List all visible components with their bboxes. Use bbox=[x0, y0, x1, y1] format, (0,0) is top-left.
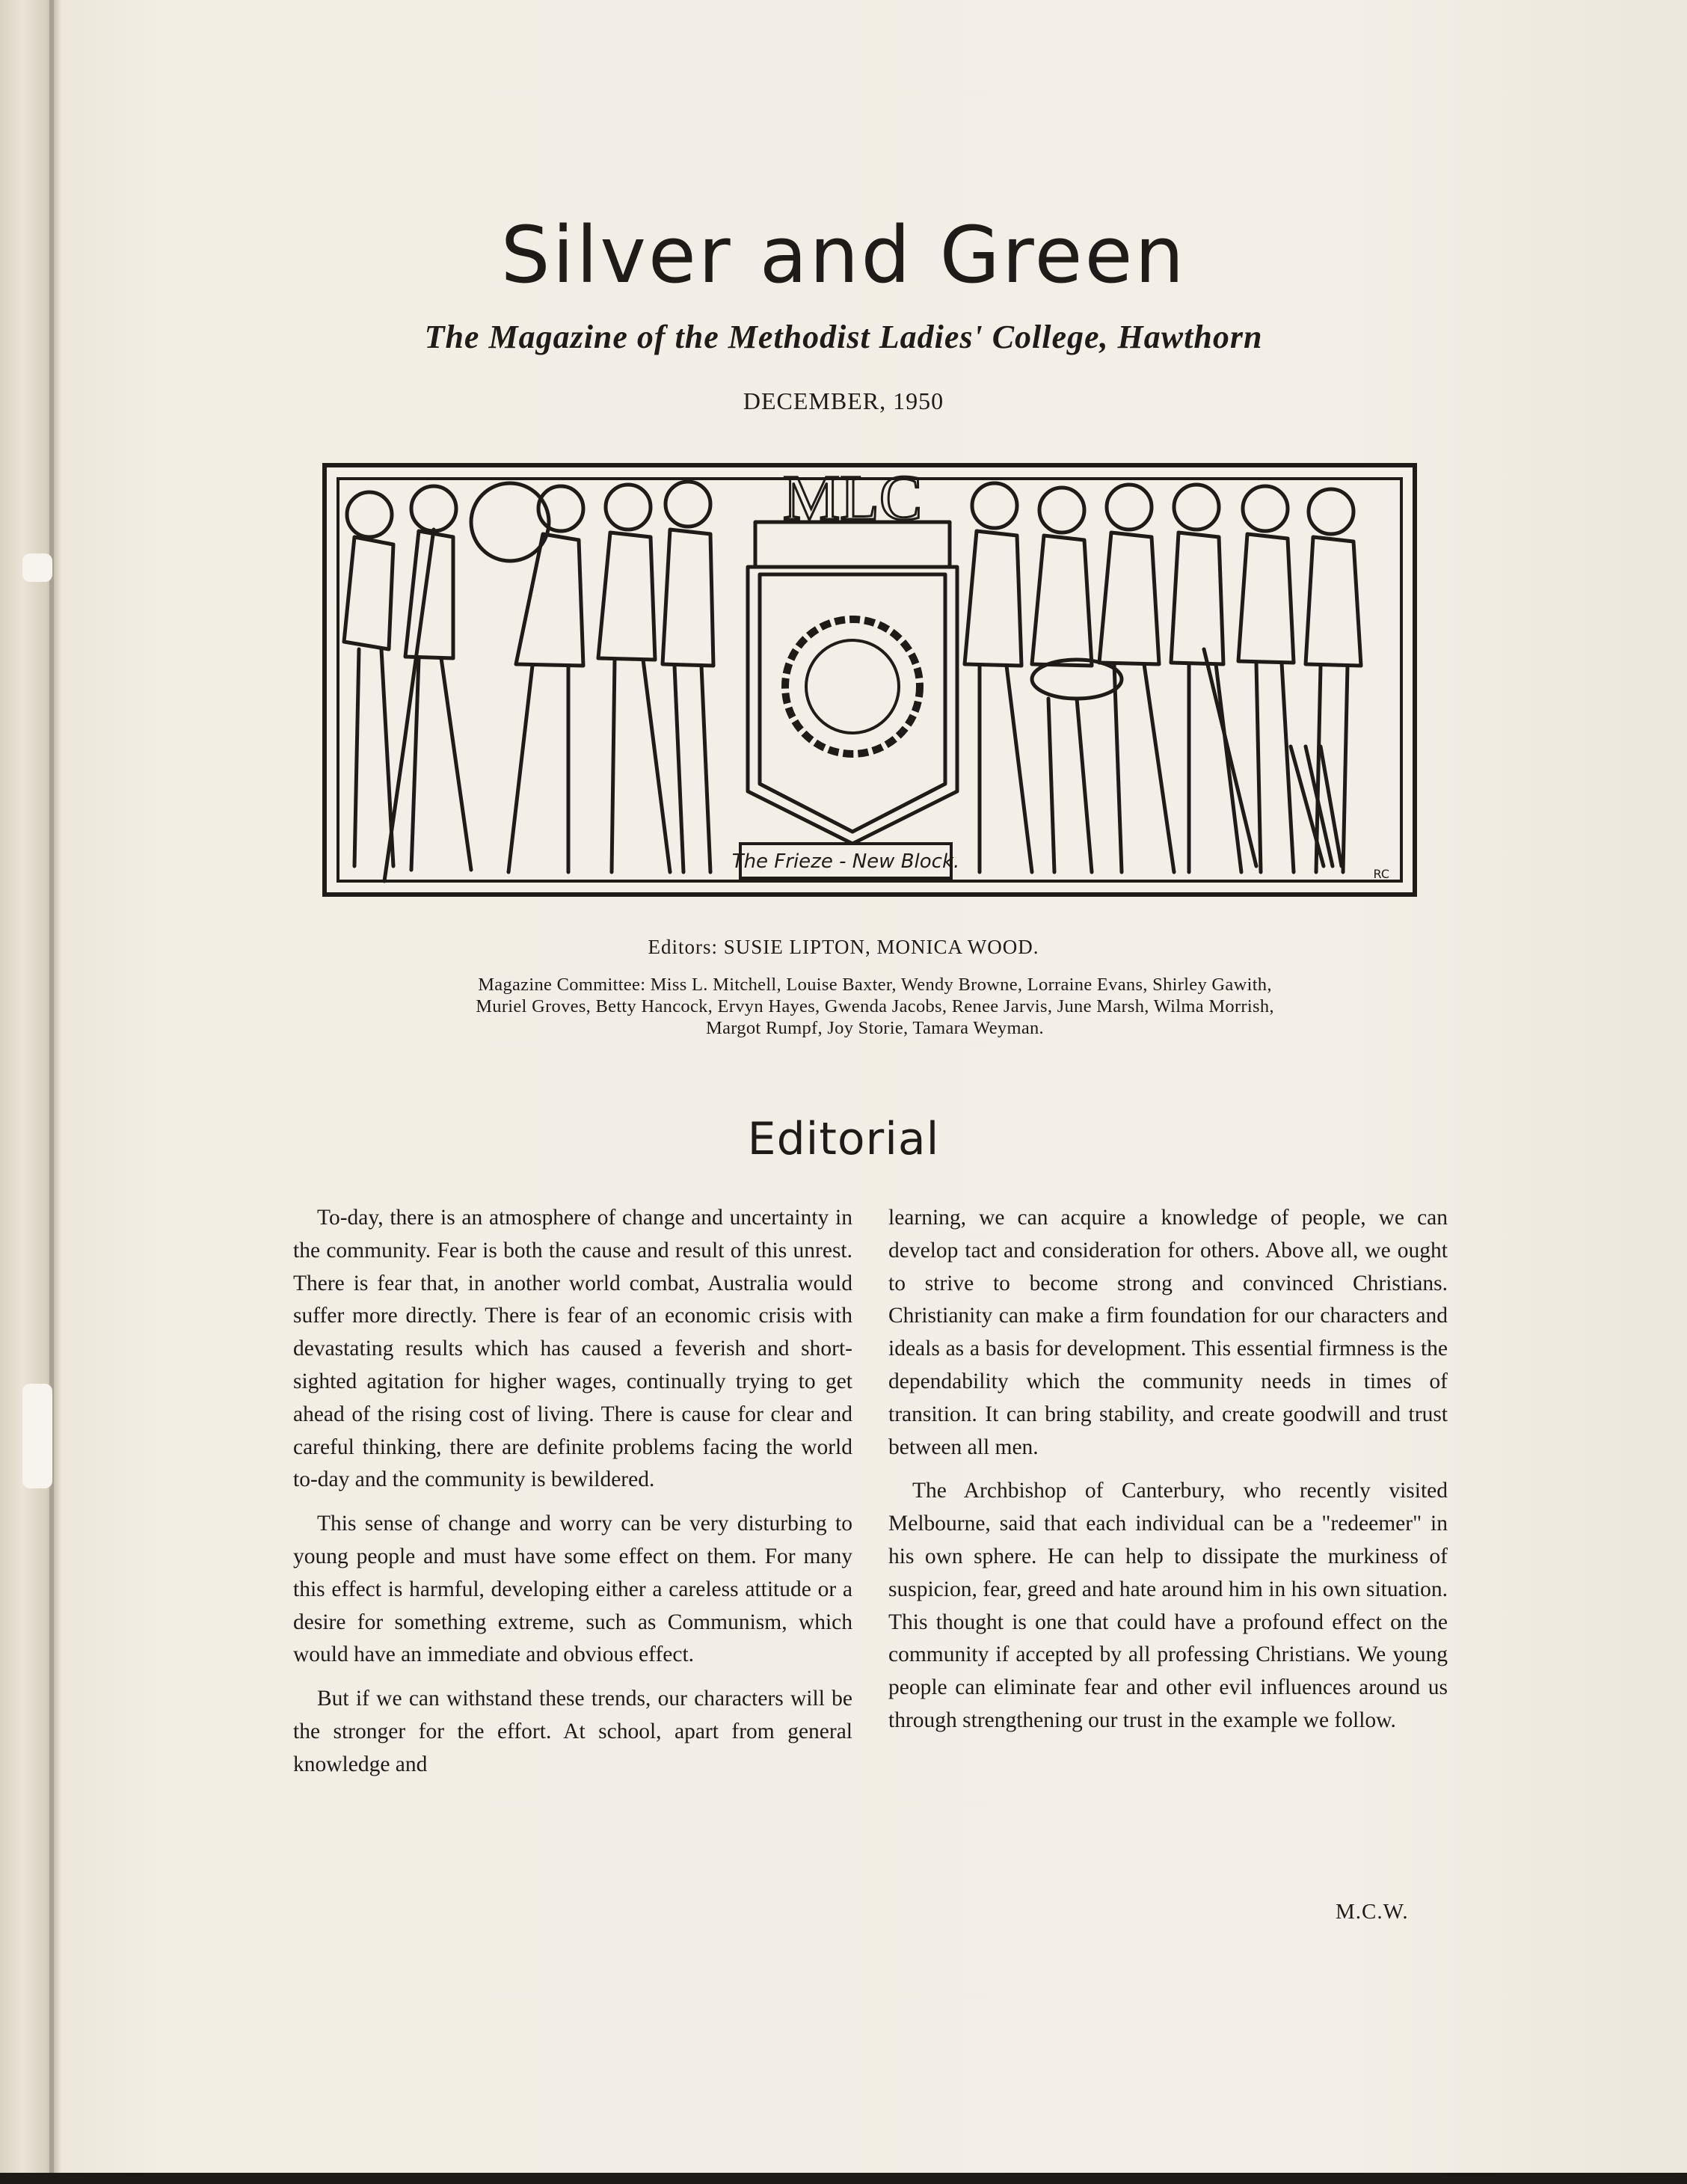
committee-line: Magazine Committee: Miss L. Mitchell, Louise Baxter, Wendy Browne, Lorraine Evans, Shirley Gawith, bbox=[478, 975, 1272, 995]
frieze-monogram: MLC bbox=[782, 462, 923, 533]
magazine-title: Silver and Green bbox=[500, 209, 1187, 301]
committee-line: Margot Rumpf, Joy Storie, Tamara Weyman. bbox=[706, 1018, 1044, 1038]
editorial-paragraph: The Archbishop of Canterbury, who recently visited Melbourne, said that each individual can be a "redeemer" in his own sphere. He can help to dissipate the murkiness of suspicion, fear, greed and hate around him in his own situation. This thought is one that could have a profound effect on the community if accepted by all professing Christians. We young people can eliminate fear and other evil influences around us through strengthening our trust in the example we follow. bbox=[888, 1479, 1448, 1732]
scan-border bbox=[0, 2173, 1687, 2184]
committee-line: Muriel Groves, Betty Hancock, Ervyn Hayes, Gwenda Jacobs, Renee Jarvis, June Marsh, Wilma Morrish, bbox=[476, 996, 1274, 1016]
frieze-illustration bbox=[322, 462, 1418, 898]
editorial-paragraph: learning, we can acquire a knowledge of people, we can develop tact and consideration for others. Above all, we ought to strive to become strong and convinced Christians. Christianity can make a firm foundation for our characters and ideals as a basis for development. This essential firmness is the dependability which the community needs in times of transition. It can bring stability, and create goodwill and trust between all men. bbox=[888, 1206, 1448, 1459]
editorial-column-left bbox=[293, 1202, 852, 1793]
binding-tear bbox=[22, 553, 52, 582]
editorial-heading: Editorial bbox=[747, 1113, 940, 1165]
editorial-paragraph: But if we can withstand these trends, our characters will be the stronger for the effort. At school, apart from general knowledge and bbox=[293, 1687, 852, 1776]
editorial-paragraph: This sense of change and worry can be very disturbing to young people and must have some effect on them. For many this effect is harmful, developing either a careless attitude or a desire for something extreme, such as Communism, which would have an immediate and obvious effect. bbox=[293, 1512, 852, 1667]
editorial-paragraph: To-day, there is an atmosphere of change and uncertainty in the community. Fear is both the cause and result of this unrest. There is fear that, in another world combat, Australia would suffer more directly. There is fear of an economic crisis with devastating results which has caused a feverish and short-sighted agitation for higher wages, continually trying to get ahead of the rising cost of living. There is cause for clear and careful thinking, there are definite problems facing the world to-day and the community is bewildered. bbox=[293, 1206, 852, 1492]
issue-date: DECEMBER, 1950 bbox=[743, 387, 944, 414]
binding-tear bbox=[22, 1384, 52, 1488]
artist-initials: RC bbox=[1373, 867, 1389, 881]
editorial-signature: M.C.W. bbox=[1336, 1900, 1409, 1924]
editorial-column-right bbox=[888, 1202, 1448, 1749]
magazine-subtitle: The Magazine of the Methodist Ladies' College, Hawthorn bbox=[424, 319, 1263, 355]
frieze-caption: The Frieze - New Block. bbox=[731, 850, 960, 873]
editors-credit: Editors: SUSIE LIPTON, MONICA WOOD. bbox=[648, 936, 1039, 958]
committee-credit bbox=[310, 974, 1439, 1039]
